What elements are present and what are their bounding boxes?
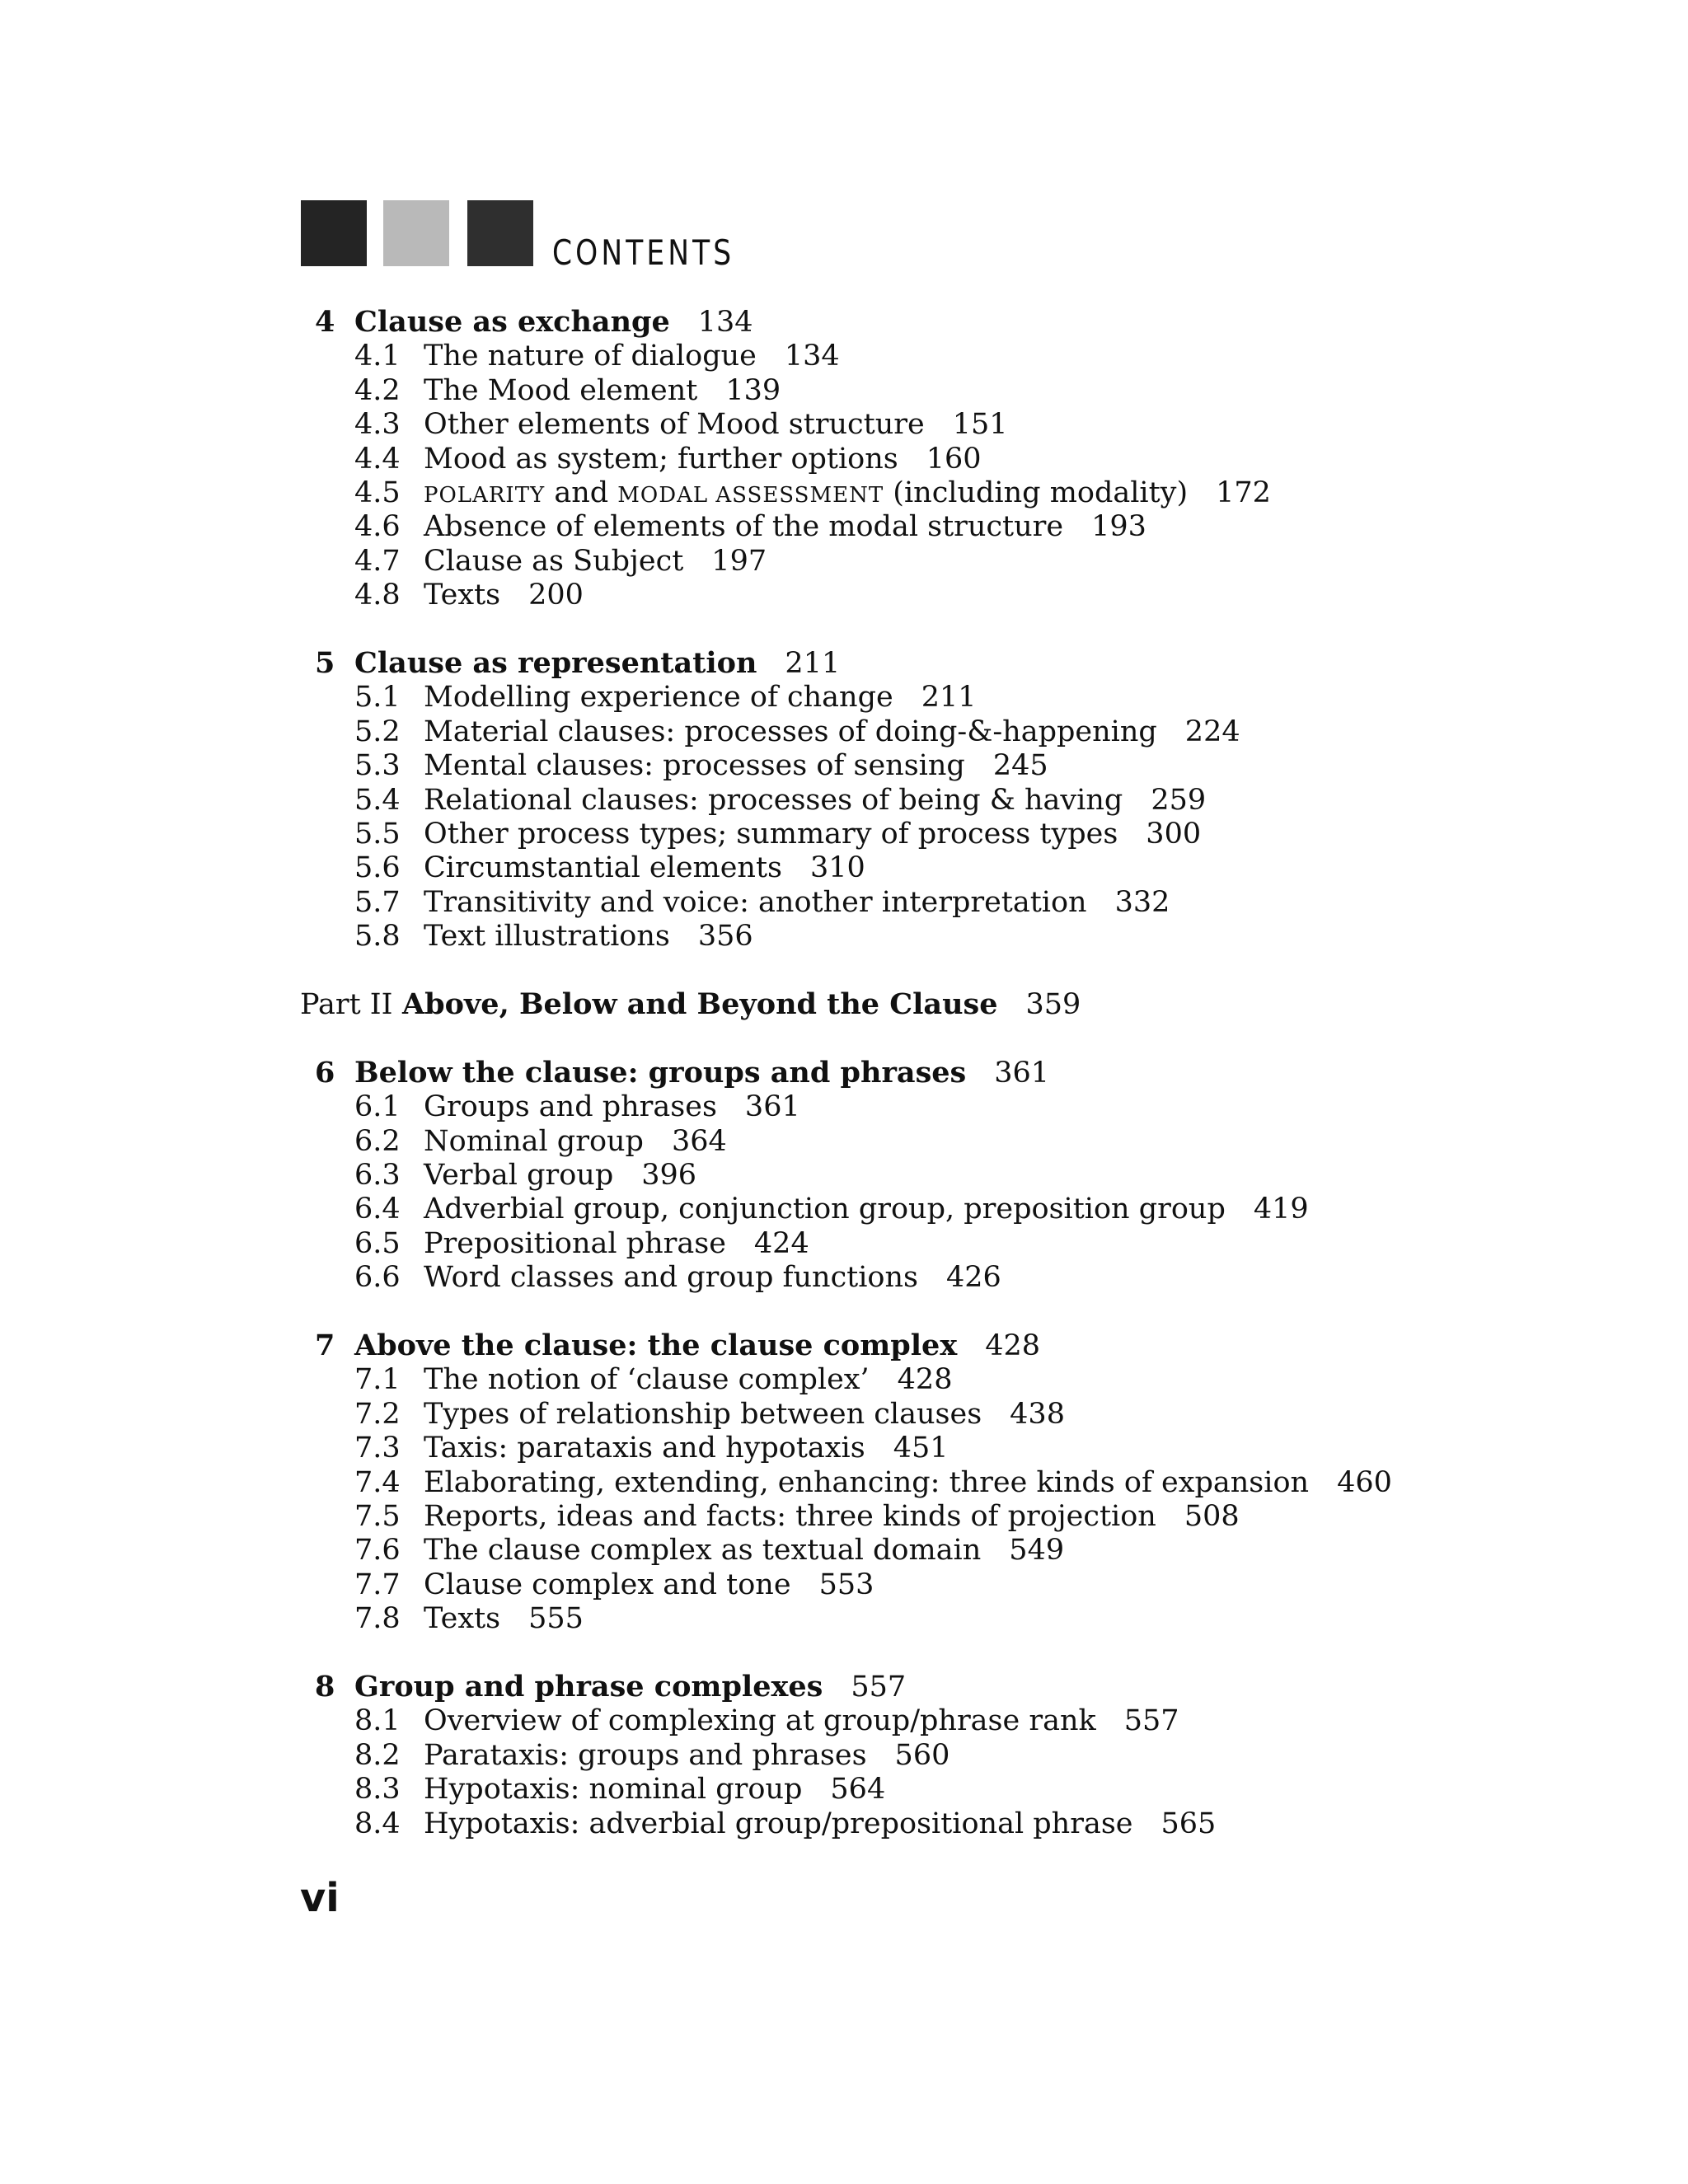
toc-entry-title [424, 544, 767, 579]
toc-entry-title [424, 1192, 1309, 1226]
toc-entry-title [424, 1807, 1216, 1841]
toc-entry-title [424, 339, 840, 373]
page-number: vi [300, 1875, 340, 1921]
toc-page-number: 245 [992, 749, 1048, 783]
toc-page-number: 549 [1009, 1534, 1065, 1568]
toc-entry-title [424, 1704, 1179, 1738]
toc-entry-text: Mental clauses: processes of sensing [424, 749, 965, 783]
toc-entry-text: Nominal group [424, 1124, 644, 1158]
toc-entry-number: 6.6 [354, 1261, 401, 1295]
toc-entry-title [424, 1533, 1064, 1568]
toc-page-number: 224 [1184, 715, 1240, 748]
toc-page-number: 332 [1114, 885, 1170, 919]
toc-entry-number: 4 [315, 305, 335, 339]
toc-entry-title [354, 1329, 1040, 1363]
toc-entry-number: 5.3 [354, 749, 401, 783]
toc-entry-number: 5.4 [354, 783, 401, 817]
toc-entry-title [424, 442, 982, 476]
toc-entry-text: Verbal group [424, 1159, 614, 1192]
toc-entry-number: 4.1 [354, 340, 401, 373]
toc-entry-text: The notion of ‘clause complex’ [424, 1363, 870, 1397]
toc-page-number: 396 [641, 1159, 697, 1192]
toc-entry-text: Clause as exchange [354, 305, 670, 339]
toc-page-number: 438 [1010, 1397, 1065, 1431]
toc-page-number: 419 [1253, 1193, 1309, 1226]
toc-entry-title [424, 1090, 800, 1124]
toc-page-number: 197 [711, 544, 767, 578]
toc-entry-title [424, 851, 865, 885]
toc-page-number: 361 [744, 1090, 800, 1124]
toc-entry-text: Above the clause: the clause complex [354, 1329, 958, 1362]
toc-entry-text: The nature of dialogue [424, 340, 757, 373]
toc-page-number: 361 [994, 1056, 1050, 1090]
toc-page-number: 555 [528, 1602, 584, 1636]
toc-entry-text: The clause complex as textual domain [424, 1534, 982, 1568]
small-caps-term: POLARITY [424, 483, 546, 508]
toc-page-number: 424 [753, 1226, 809, 1260]
toc-page-number: 460 [1337, 1465, 1392, 1499]
toc-entry-number: 4.2 [354, 373, 401, 407]
toc-entry-text: Mood as system; further options [424, 442, 898, 476]
toc-entry-title [424, 407, 1008, 442]
toc-entry-number: 7 [315, 1329, 335, 1362]
toc-entry-text: Hypotaxis: adverbial group/prepositional phrase [424, 1807, 1133, 1840]
toc-entry-number: Part II [300, 988, 393, 1021]
toc-entry-title [424, 1499, 1240, 1534]
toc-entry-text: Clause complex and tone [424, 1568, 791, 1601]
toc-entry-number: 8 [315, 1670, 335, 1704]
toc-page-number: 359 [1025, 988, 1081, 1021]
toc-entry-number: 7.8 [354, 1602, 401, 1636]
toc-entry-title [424, 885, 1170, 920]
toc-entry-title [424, 1397, 1065, 1432]
toc-entry-text: Circumstantial elements [424, 851, 783, 885]
page-heading: CONTENTS [552, 232, 735, 273]
toc-entry-text: Relational clauses: processes of being & having [424, 783, 1123, 817]
toc-entry-text: Modelling experience of change [424, 681, 893, 715]
toc-page-number: 134 [784, 340, 840, 373]
toc-page-number: 200 [528, 579, 584, 612]
toc-entry-number: 5.2 [354, 715, 401, 748]
toc-page-number: 139 [725, 373, 781, 407]
toc-entry-text: Above, Below and Beyond the Clause [402, 987, 998, 1021]
toc-page-number: 310 [810, 851, 865, 885]
toc-entry-number: 6.1 [354, 1090, 401, 1124]
toc-entry-text: Absence of elements of the modal structure [424, 510, 1064, 544]
toc-entry-number: 7.2 [354, 1397, 401, 1431]
toc-entry-text: Texts [424, 1602, 501, 1636]
toc-entry-number: 7.7 [354, 1568, 401, 1601]
toc-entry-number: 6.2 [354, 1124, 401, 1158]
toc-entry-number: 5.8 [354, 920, 401, 954]
toc-entry-title [424, 1601, 584, 1636]
toc-page-number: 211 [785, 647, 841, 680]
toc-page-number: 151 [952, 408, 1008, 442]
toc-page-number: 557 [851, 1671, 907, 1704]
toc-page-number: 300 [1146, 818, 1202, 851]
toc-entry-title [424, 748, 1048, 783]
toc-entry-text: Overview of complexing at group/phrase rank [424, 1704, 1096, 1738]
toc-entry-number: 5.1 [354, 681, 401, 715]
header-block-dark-2 [467, 200, 533, 266]
toc-page-number: 565 [1160, 1807, 1217, 1840]
toc-entry-text: and [545, 476, 618, 509]
toc-entry-number: 4.6 [354, 510, 401, 544]
toc-page-number: 211 [921, 681, 977, 715]
toc-entry-text: Taxis: parataxis and hypotaxis [424, 1432, 865, 1465]
toc-entry-number: 5.7 [354, 885, 401, 919]
toc-entry-text: (including modality) [884, 476, 1189, 509]
toc-page-number: 134 [697, 306, 753, 339]
toc-entry-number: 8.3 [354, 1773, 401, 1807]
toc-entry-title [354, 305, 753, 340]
toc-entry-text: Other process types; summary of process types [424, 818, 1118, 851]
toc-page-number: 508 [1184, 1500, 1240, 1533]
toc-entry-number: 5 [315, 646, 335, 680]
toc-entry-text: Prepositional phrase [424, 1226, 726, 1260]
toc-page-number: 428 [897, 1363, 953, 1397]
toc-entry-text: Clause as representation [354, 646, 757, 680]
toc-entry-text: Types of relationship between clauses [424, 1397, 982, 1431]
toc-entry-text: Transitivity and voice: another interpretation [424, 885, 1087, 919]
toc-entry-number: 5.6 [354, 851, 401, 885]
toc-page-number: 553 [818, 1568, 874, 1601]
toc-entry-title [424, 1124, 727, 1159]
toc-entry-title [424, 1738, 950, 1773]
toc-entry-title [424, 1158, 696, 1193]
toc-entry-title [424, 817, 1201, 851]
toc-entry-text: Material clauses: processes of doing-&-happening [424, 715, 1157, 748]
toc-entry-title [354, 1056, 1049, 1090]
toc-entry-title [424, 1772, 885, 1807]
toc-entry-text: The Mood element [424, 373, 698, 407]
toc-entry-title [424, 373, 781, 408]
toc-entry-title [424, 1465, 1392, 1500]
toc-entry-number: 6 [315, 1055, 335, 1090]
toc-entry-title [354, 646, 840, 681]
toc-entry-text: Text illustrations [424, 920, 670, 954]
toc-entry-number: 7.4 [354, 1465, 401, 1499]
toc-entry-text: Groups and phrases [424, 1090, 717, 1124]
toc-entry-title [424, 578, 584, 612]
toc-entry-text: Elaborating, extending, enhancing: three kinds of expansion [424, 1465, 1310, 1499]
toc-page-number: 160 [926, 442, 982, 476]
toc-entry-title [424, 919, 753, 954]
toc-entry-title [424, 476, 1271, 513]
header-block-dark [301, 200, 367, 266]
toc-entry-number: 6.3 [354, 1159, 401, 1192]
toc-entry-number: 4.7 [354, 544, 401, 578]
toc-entry-text: Parataxis: groups and phrases [424, 1738, 867, 1772]
toc-page-number: 564 [830, 1773, 886, 1807]
toc-entry-number: 8.4 [354, 1807, 401, 1840]
toc-entry-number: 4.3 [354, 408, 401, 442]
toc-entry-title [424, 1568, 874, 1602]
toc-entry-text: Group and phrase complexes [354, 1670, 823, 1704]
toc-entry-number: 7.5 [354, 1500, 401, 1533]
toc-entry-number: 4.5 [354, 476, 401, 509]
toc-entry-text: Reports, ideas and facts: three kinds of projection [424, 1500, 1156, 1533]
toc-entry-title [424, 509, 1146, 544]
toc-entry-title [424, 715, 1240, 749]
toc-entry-title [424, 1260, 1001, 1295]
toc-entry-title [424, 680, 977, 715]
toc-entry-number: 4.4 [354, 442, 401, 476]
toc-page-number: 451 [893, 1432, 949, 1465]
toc-entry-number: 7.6 [354, 1534, 401, 1568]
toc-entry-title [424, 783, 1206, 818]
toc-entry-title [424, 1226, 809, 1261]
toc-entry-number: 5.5 [354, 818, 401, 851]
toc-entry-title [424, 1431, 949, 1465]
toc-entry-text: Clause as Subject [424, 544, 684, 578]
toc-page-number: 172 [1216, 476, 1271, 509]
toc-page-number: 557 [1123, 1704, 1179, 1738]
toc-entry-text: Other elements of Mood structure [424, 408, 925, 442]
small-caps-term: MODAL ASSESSMENT [617, 483, 884, 508]
toc-page-number: 259 [1151, 783, 1207, 817]
toc-entry-number: 8.2 [354, 1738, 401, 1772]
toc-entry-title [424, 1362, 952, 1397]
toc-page-number: 356 [697, 920, 753, 954]
toc-entry-number: 8.1 [354, 1704, 401, 1738]
toc-entry-number: 7.1 [354, 1363, 401, 1397]
toc-entry-text: Texts [424, 579, 501, 612]
toc-page-number: 560 [894, 1738, 950, 1772]
toc-entry-number: 6.4 [354, 1193, 401, 1226]
toc-entry-text: Adverbial group, conjunction group, preposition group [424, 1193, 1226, 1226]
toc-entry-text: Below the clause: groups and phrases [354, 1055, 967, 1090]
toc-entry-number: 7.3 [354, 1432, 401, 1465]
toc-entry-text: Word classes and group functions [424, 1261, 919, 1295]
toc-page-number: 193 [1091, 510, 1146, 544]
toc-entry-title [354, 1670, 906, 1704]
header-block-grey [383, 200, 449, 266]
toc-page-number: 428 [985, 1329, 1041, 1362]
toc-entry-number: 4.8 [354, 579, 401, 612]
toc-page-number: 426 [946, 1261, 1001, 1295]
toc-page-number: 364 [671, 1124, 727, 1158]
toc-entry-text: Hypotaxis: nominal group [424, 1773, 803, 1807]
toc-entry-title [402, 987, 1081, 1022]
toc-entry-number: 6.5 [354, 1226, 401, 1260]
